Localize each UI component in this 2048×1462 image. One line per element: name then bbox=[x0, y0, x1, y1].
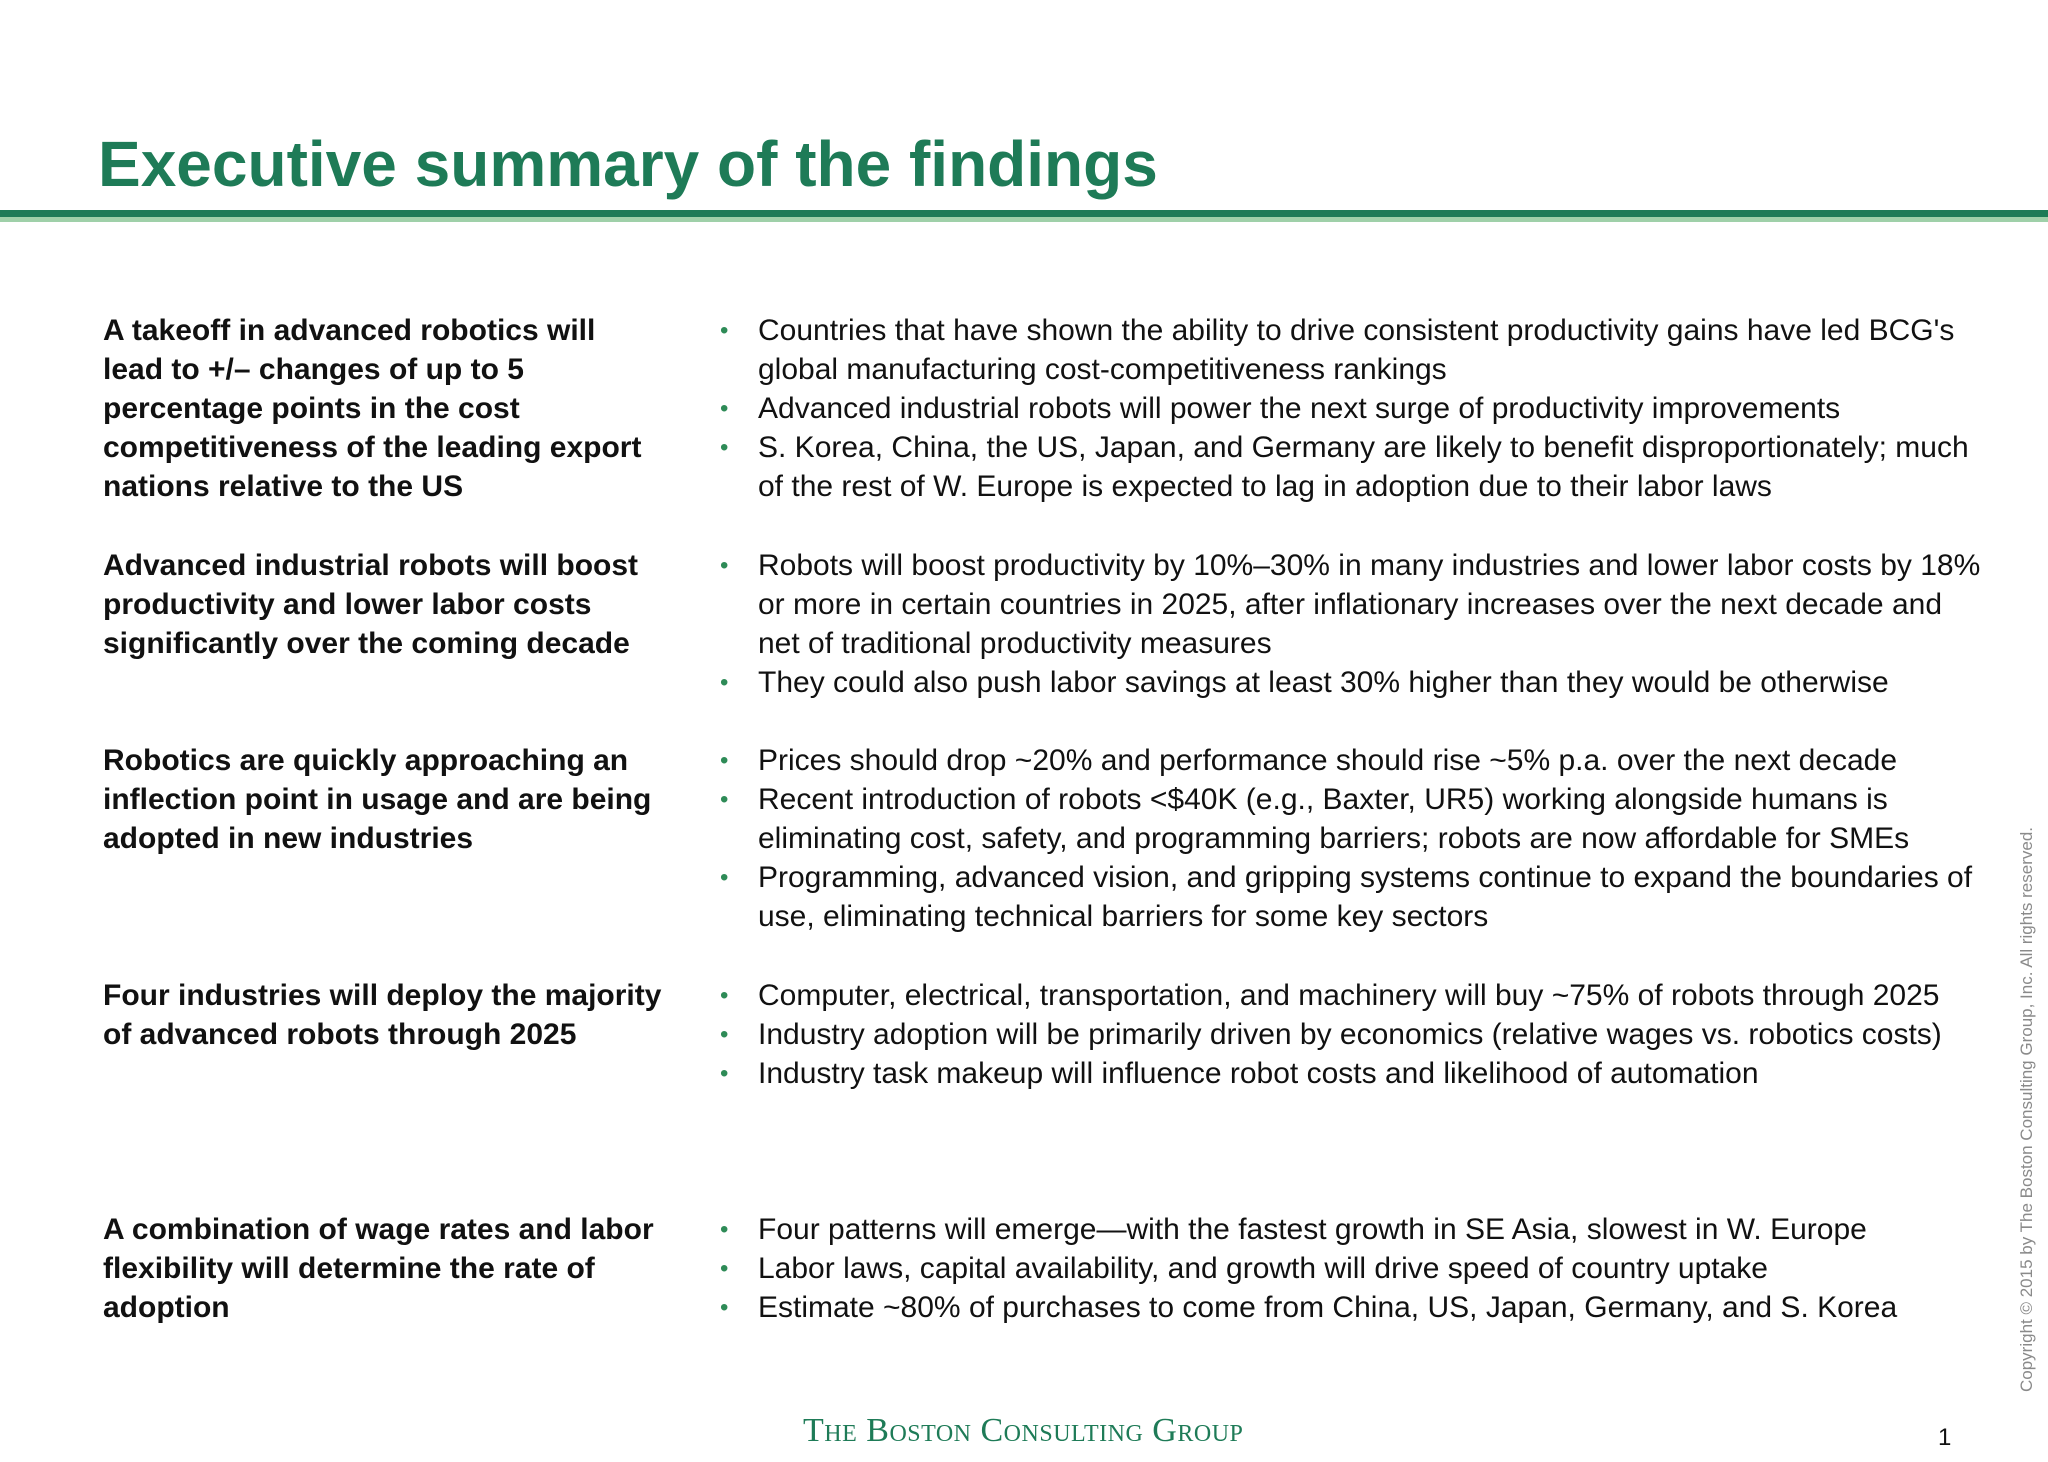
bullet-icon: • bbox=[720, 317, 729, 344]
summary-section-2 bbox=[103, 546, 1983, 741]
summary-section-4 bbox=[103, 976, 1983, 1210]
bullet-item: • Industry task makeup will influence robot costs and likelihood of automation bbox=[720, 1054, 1983, 1093]
bullet-item: • Programming, advanced vision, and gripping systems continue to expand the boundaries of use, eliminating technical barriers for some key sectors bbox=[720, 858, 1983, 936]
page-title: Executive summary of the findings bbox=[98, 128, 1158, 200]
bullet-item: • Advanced industrial robots will power the next surge of productivity improvements bbox=[720, 389, 1983, 428]
summary-section-5 bbox=[103, 1210, 1983, 1330]
title-divider-light bbox=[0, 217, 2048, 222]
bullet-icon: • bbox=[720, 1255, 729, 1282]
bullet-list bbox=[720, 311, 1983, 506]
bullet-icon: • bbox=[720, 1216, 729, 1243]
bullet-icon: • bbox=[720, 434, 729, 461]
section-heading: Robotics are quickly approaching an inflection point in usage and are being adopted in new industries bbox=[103, 744, 652, 855]
bullet-icon: • bbox=[720, 1021, 729, 1048]
bullet-icon: • bbox=[720, 864, 729, 891]
section-heading: A takeoff in advanced robotics will lead to +/– changes of up to 5 percentage points in the cost competitiveness of the leading export nations relative to the US bbox=[103, 314, 642, 503]
section-heading: Four industries will deploy the majority of advanced robots through 2025 bbox=[103, 979, 662, 1051]
bullet-icon: • bbox=[720, 786, 729, 813]
bullet-item: • S. Korea, China, the US, Japan, and Germany are likely to benefit disproportionately; much of the rest of W. Europe is expected to lag in adoption due to their labor laws bbox=[720, 428, 1983, 506]
copyright-notice: Copyright © 2015 by The Boston Consulting Group, Inc. All rights reserved. bbox=[2017, 826, 2036, 1392]
bullet-list bbox=[720, 546, 1983, 702]
summary-content bbox=[103, 311, 1983, 1330]
bullet-list bbox=[720, 976, 1983, 1093]
bullet-item: • Four patterns will emerge—with the fastest growth in SE Asia, slowest in W. Europe bbox=[720, 1210, 1983, 1249]
section-heading: A combination of wage rates and labor flexibility will determine the rate of adoption bbox=[103, 1213, 654, 1324]
bullet-item: • They could also push labor savings at least 30% higher than they would be otherwise bbox=[720, 663, 1983, 702]
bullet-icon: • bbox=[720, 982, 729, 1009]
bullet-item: • Computer, electrical, transportation, and machinery will buy ~75% of robots through 2025 bbox=[720, 976, 1983, 1015]
bullet-icon: • bbox=[720, 552, 729, 579]
bullet-item: • Countries that have shown the ability to drive consistent productivity gains have led BCG's global manufacturing cost-competitiveness rankings bbox=[720, 311, 1983, 389]
summary-section-1 bbox=[103, 311, 1983, 546]
bullet-item: • Estimate ~80% of purchases to come from China, US, Japan, Germany, and S. Korea bbox=[720, 1288, 1983, 1327]
bullet-item: • Recent introduction of robots <$40K (e.g., Baxter, UR5) working alongside humans is eliminating cost, safety, and programming barriers; robots are now affordable for SMEs bbox=[720, 780, 1983, 858]
bullet-icon: • bbox=[720, 747, 729, 774]
bullet-list bbox=[720, 741, 1983, 936]
section-heading: Advanced industrial robots will boost productivity and lower labor costs significantly over the coming decade bbox=[103, 549, 639, 660]
bullet-icon: • bbox=[720, 1294, 729, 1321]
title-divider-dark bbox=[0, 210, 2048, 217]
bullet-icon: • bbox=[720, 395, 729, 422]
page-number: 1 bbox=[1938, 1424, 1952, 1451]
bullet-item: • Prices should drop ~20% and performance should rise ~5% p.a. over the next decade bbox=[720, 741, 1983, 780]
bullet-item: • Labor laws, capital availability, and growth will drive speed of country uptake bbox=[720, 1249, 1983, 1288]
bullet-item: • Robots will boost productivity by 10%–30% in many industries and lower labor costs by 18% or more in certain countries in 2025, after inflationary increases over the next decade and net of traditional productivity measures bbox=[720, 546, 1983, 663]
bullet-icon: • bbox=[720, 1060, 729, 1087]
bullet-item: • Industry adoption will be primarily driven by economics (relative wages vs. robotics costs) bbox=[720, 1015, 1983, 1054]
bullet-list bbox=[720, 1210, 1983, 1327]
bullet-icon: • bbox=[720, 669, 729, 696]
summary-section-3 bbox=[103, 741, 1983, 976]
bcg-logo: The Boston Consulting Group bbox=[803, 1412, 1244, 1449]
